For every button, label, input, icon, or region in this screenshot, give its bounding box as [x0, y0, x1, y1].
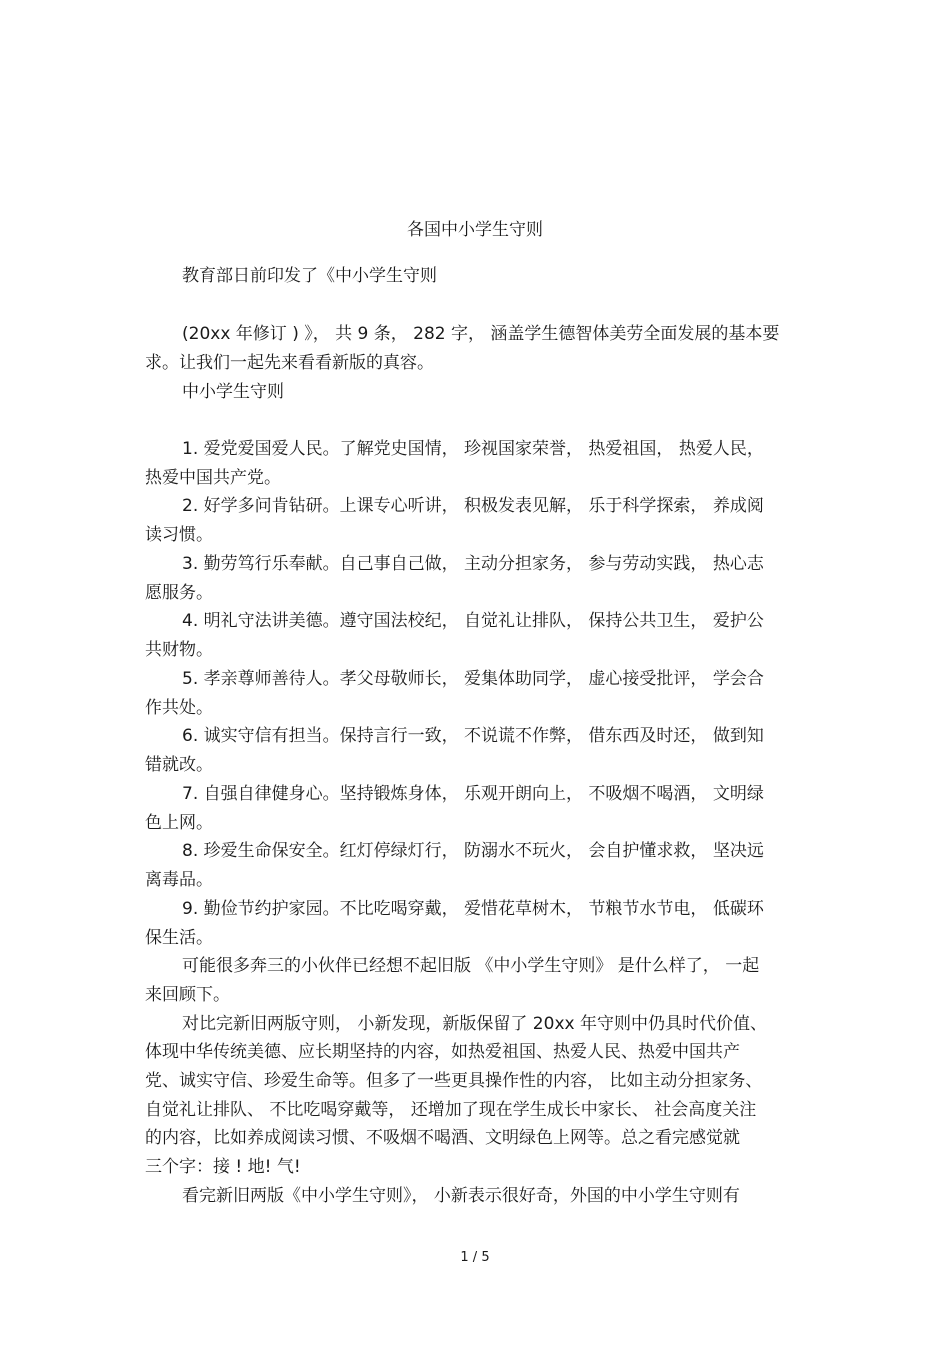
document-title: 各国中小学生守则 — [407, 220, 543, 240]
rule-1-line-1: 1. 爱党爱国爱人民。了解党史国情， 珍视国家荣誉， 热爱祖国， 热爱人民， — [182, 439, 764, 459]
rule-2-line-1: 2. 好学多问肯钻研。上课专心听讲， 积极发表见解， 乐于科学探索， 养成阅 — [182, 496, 764, 516]
rule-4-line-1: 4. 明礼守法讲美德。遵守国法校纪， 自觉礼让排队， 保持公共卫生， 爱护公 — [182, 611, 764, 631]
rule-6-line-1: 6. 诚实守信有担当。保持言行一致， 不说谎不作弊， 借东西及时还， 做到知 — [182, 726, 764, 746]
rule-5-line-1: 5. 孝亲尊师善待人。孝父母敬师长， 爱集体助同学， 虚心接受批评， 学会合 — [182, 669, 764, 689]
rule-8-line-2: 离毒品。 — [145, 870, 213, 890]
old-version-paragraph-line-2: 来回顾下。 — [145, 985, 230, 1005]
rule-6-line-2: 错就改。 — [145, 755, 213, 775]
rule-1-line-2: 热爱中国共产党。 — [145, 468, 281, 488]
rule-3-line-2: 愿服务。 — [145, 583, 213, 603]
subheading: 中小学生守则 — [182, 382, 284, 402]
rule-5-line-2: 作共处。 — [145, 698, 213, 718]
closing-paragraph-line-1: 看完新旧两版《中小学生守则》， 小新表示很好奇，外国的中小学生守则有 — [182, 1186, 740, 1206]
intro-paragraph-2-line-2: 求。让我们一起先来看看新版的真容。 — [145, 353, 434, 373]
rule-8-line-1: 8. 珍爱生命保安全。红灯停绿灯行， 防溺水不玩火， 会自护懂求救， 坚决远 — [182, 841, 764, 861]
compare-paragraph-line-6: 三个字：接 ! 地! 气! — [145, 1157, 301, 1177]
compare-paragraph-line-4: 自觉礼让排队、 不比吃喝穿戴等， 还增加了现在学生成长中家长、 社会高度关注 — [145, 1100, 757, 1120]
compare-paragraph-line-3: 党、诚实守信、珍爱生命等。但多了一些更具操作性的内容， 比如主动分担家务、 — [145, 1071, 763, 1091]
rule-2-line-2: 读习惯。 — [145, 525, 213, 545]
compare-paragraph-line-1: 对比完新旧两版守则， 小新发现，新版保留了 20xx 年守则中仍具时代价值、 — [182, 1014, 767, 1034]
old-version-paragraph-line-1: 可能很多奔三的小伙伴已经想不起旧版 《中小学生守则》 是什么样了， 一起 — [182, 956, 760, 976]
intro-paragraph-1: 教育部日前印发了《中小学生守则 — [182, 266, 437, 286]
compare-paragraph-line-2: 体现中华传统美德、应长期坚持的内容，如热爱祖国、热爱人民、热爱中国共产 — [145, 1042, 740, 1062]
compare-paragraph-line-5: 的内容，比如养成阅读习惯、不吸烟不喝酒、文明绿色上网等。总之看完感觉就 — [145, 1128, 740, 1148]
page-number: 1 / 5 — [460, 1250, 490, 1265]
intro-paragraph-2-line-1: (20xx 年修订 ) 》， 共 9 条， 282 字， 涵盖学生德智体美劳全面发展的基本要 — [182, 324, 780, 344]
rule-7-line-1: 7. 自强自律健身心。坚持锻炼身体， 乐观开朗向上， 不吸烟不喝酒， 文明绿 — [182, 784, 764, 804]
rule-4-line-2: 共财物。 — [145, 640, 213, 660]
rule-7-line-2: 色上网。 — [145, 813, 213, 833]
rule-9-line-1: 9. 勤俭节约护家园。不比吃喝穿戴， 爱惜花草树木， 节粮节水节电， 低碳环 — [182, 899, 764, 919]
rule-9-line-2: 保生活。 — [145, 928, 213, 948]
rule-3-line-1: 3. 勤劳笃行乐奉献。自己事自己做， 主动分担家务， 参与劳动实践， 热心志 — [182, 554, 764, 574]
